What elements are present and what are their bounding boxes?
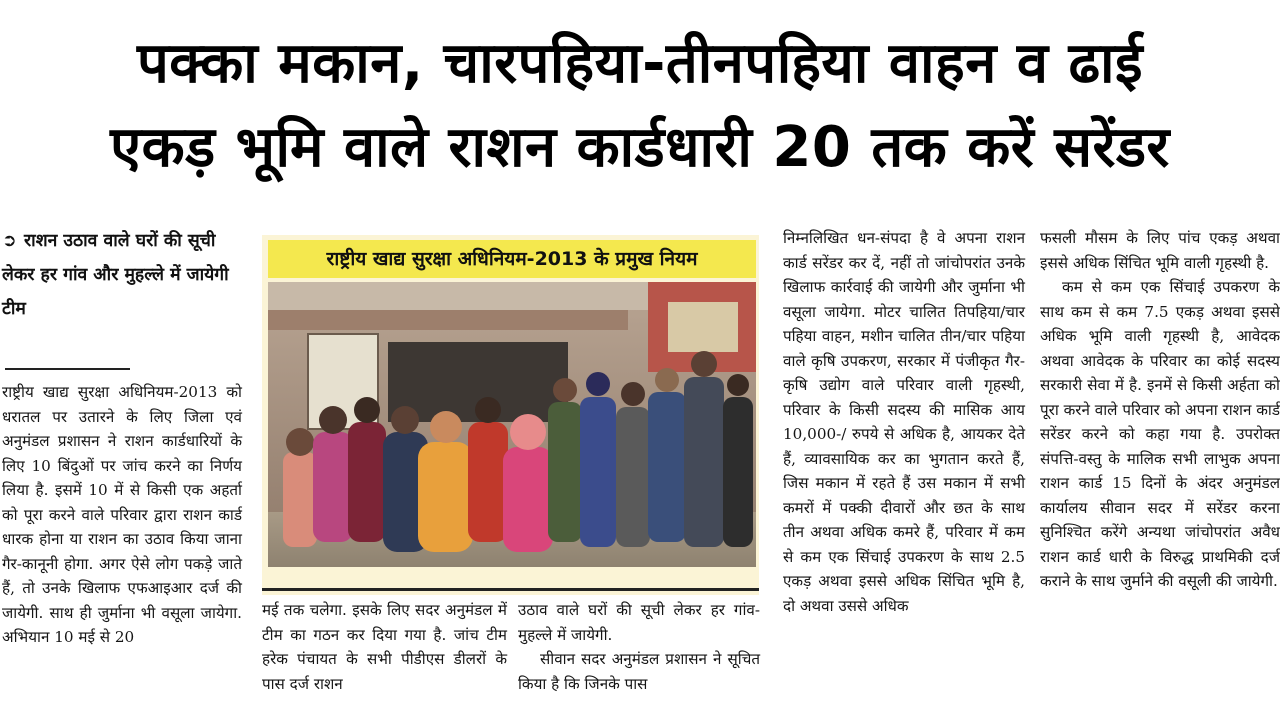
column-1-text: राष्ट्रीय खाद्य सुरक्षा अधिनियम-2013 को धरातल पर उतारने के लिए जिला एवं अनुमंडल प्रशासन ने राशन कार्डधारियों के लिए 10 बिंदुओं पर जांच करने का निर्णय लिया है. इसमें 10 में से किसी एक अहर्ता को पूरा करने वाले परिवार द्वारा राशन कार्ड धारक होना या राशन का उठाव किया जाना गैर-कानूनी होगा. अगर ऐसे लोग पकड़े जाते हैं, तो उनके खिलाफ एफआइआर दर्ज की जायेगी. साथ ही जुर्माना भी वसूला जायेगा. अभियान 10 मई से 20	[2, 383, 242, 646]
info-box-underline	[262, 588, 759, 591]
column-3-text-b: सीवान सदर अनुमंडल प्रशासन ने सूचित किया है कि जिनके पास	[518, 650, 760, 693]
column-5-text-a: फसली मौसम के लिए पांच एकड़ अथवा इससे अधिक सिंचित भूमि वाली गृहस्थी है.	[1040, 229, 1280, 272]
article-column-5	[1040, 226, 1280, 594]
article-column-3	[518, 598, 760, 696]
article-column-1	[2, 380, 242, 650]
arrow-bullet-icon: ➲	[2, 231, 17, 251]
highlight-text: राशन उठाव वाले घरों की सूची लेकर हर गांव और मुहल्ले में जायेगी टीम	[2, 231, 229, 319]
info-box-title: राष्ट्रीय खाद्य सुरक्षा अधिनियम-2013 के प्रमुख नियम	[268, 240, 756, 278]
column-3-text-a: उठाव वाले घरों की सूची लेकर हर गांव-मुहल्ले में जायेगी.	[518, 601, 760, 644]
headline-line-2: एकड़ भूमि वाले राशन कार्डधारी 20 तक करें सरेंडर	[110, 115, 1170, 180]
article-column-4	[783, 226, 1025, 618]
headline-line-1: पक्का मकान, चारपहिया-तीनपहिया वाहन व ढाई	[136, 31, 1144, 96]
news-photo	[268, 282, 756, 567]
divider	[5, 368, 130, 370]
headline	[0, 0, 1280, 205]
column-2-text: मई तक चलेगा. इसके लिए सदर अनुमंडल में टीम का गठन कर दिया गया है. जांच टीम हरेक पंचायत के सभी पीडीएस डीलरों के पास दर्ज राशन	[262, 601, 507, 693]
article-column-2	[262, 598, 507, 696]
column-4-text: निम्नलिखित धन-संपदा है वे अपना राशन कार्ड सरेंडर कर दें, नहीं तो जांचोपरांत उनके खिलाफ कार्रवाई की जायेगी और जुर्माना भी वसूला जायेगा. मोटर चालित तिपहिया/चार पहिया वाहन, मशीन चालित तीन/चार पहिया वाले कृषि उपकरण, सरकार में पंजीकृत गैर-कृषि उद्योग वाले परिवार वाली गृहस्थी, परिवार के किसी सदस्य की मासिक आय 10,000-/ रुपये से अधिक है, आयकर देते हैं, व्यावसायिक कर का भुगतान करते हैं, जिस मकान में रहते हैं उस मकान में सभी कमरों में पक्की दीवारों और छत के साथ तीन अथवा अधिक कमरे हैं, परिवार में कम से कम एक सिंचाई उपकरण के साथ 2.5 एकड़ अथवा इससे अधिक सिंचित भूमि है, दो अथवा उससे अधिक	[783, 229, 1025, 615]
ration-queue-photo	[268, 282, 756, 567]
highlight-summary	[2, 224, 252, 326]
column-5-text-b: कम से कम एक सिंचाई उपकरण के साथ कम से कम 7.5 एकड़ अथवा इससे अधिक भूमि वाली गृहस्थी है, आवेदक अथवा आवेदक के परिवार का कोई सदस्य सरकारी सेवा में है. इनमें से किसी अर्हता को पूरा करने वाले परिवार को अपना राशन कार्ड सरेंडर करने को कहा गया है. उपरोक्त संपत्ति-वस्तु के मालिक सभी लाभुक अपना राशन कार्ड 15 दिनों के अंदर अनुमंडल कार्यालय सीवान सदर में सरेंडर करना सुनिश्चित करेंगे अन्यथा जांचोपरांत अवैध राशन कार्ड धारी के विरुद्ध प्राथमिकी दर्ज कराने के साथ जुर्माने की वसूली की जायेगी.	[1040, 278, 1280, 590]
